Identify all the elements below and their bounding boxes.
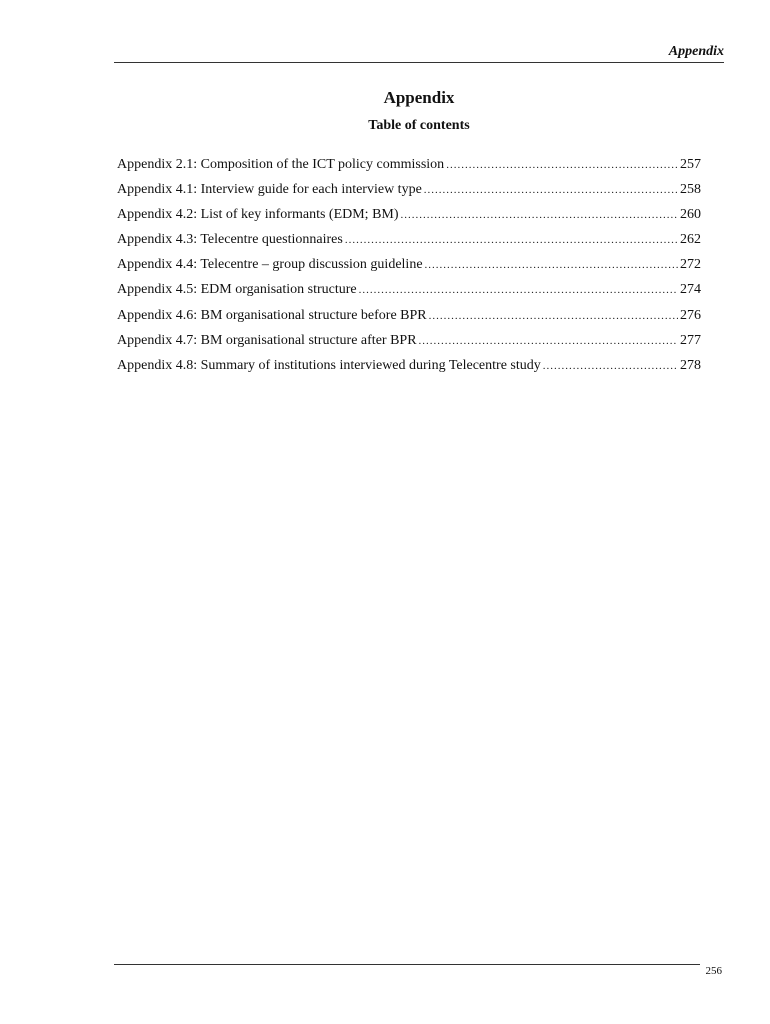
toc-entry-page: 258 <box>680 182 701 198</box>
table-of-contents <box>117 155 701 381</box>
toc-dot-leader <box>446 155 678 175</box>
toc-entry[interactable] <box>117 230 701 255</box>
toc-dot-leader <box>424 180 678 200</box>
toc-dot-leader <box>543 356 678 376</box>
toc-entry-title: Appendix 4.6: BM organisational structure before BPR <box>117 307 427 323</box>
toc-entry[interactable] <box>117 205 701 230</box>
toc-entry-title: Appendix 4.8: Summary of institutions interviewed during Telecentre study <box>117 357 541 373</box>
toc-dot-leader <box>425 255 678 275</box>
toc-entry-page: 276 <box>680 307 701 323</box>
toc-entry[interactable] <box>117 280 701 305</box>
toc-entry-page: 277 <box>680 332 701 348</box>
page-number: 256 <box>705 965 722 977</box>
toc-entry-title: Appendix 4.5: EDM organisation structure <box>117 282 357 298</box>
toc-dot-leader <box>345 230 678 250</box>
running-header: Appendix <box>668 44 724 59</box>
toc-entry-page: 262 <box>680 232 701 248</box>
toc-heading: Table of contents <box>368 118 470 133</box>
toc-entry-page: 260 <box>680 207 701 223</box>
page-title: Appendix <box>383 88 455 107</box>
toc-entry-title: Appendix 2.1: Composition of the ICT policy commission <box>117 157 445 172</box>
toc-entry-title: Appendix 4.7: BM organisational structure after BPR <box>117 332 417 348</box>
toc-dot-leader <box>419 331 678 351</box>
toc-entry-title: Appendix 4.1: Interview guide for each interview type <box>117 182 422 198</box>
toc-entry-title: Appendix 4.2: List of key informants (EDM; BM) <box>117 207 399 223</box>
toc-entry[interactable] <box>117 155 701 180</box>
toc-entry[interactable] <box>117 331 701 356</box>
toc-entry-page: 278 <box>680 357 701 373</box>
toc-entry[interactable] <box>117 255 701 280</box>
toc-dot-leader <box>401 205 678 225</box>
header-rule <box>114 62 724 63</box>
toc-dot-leader <box>429 306 678 326</box>
toc-entry-title: Appendix 4.3: Telecentre questionnaires <box>117 232 343 248</box>
toc-entry[interactable] <box>117 306 701 331</box>
toc-entry[interactable] <box>117 180 701 205</box>
toc-entry[interactable] <box>117 356 701 381</box>
toc-dot-leader <box>359 280 678 300</box>
toc-entry-page: 272 <box>680 257 701 273</box>
toc-entry-page: 274 <box>680 282 701 298</box>
footer-rule <box>114 964 700 965</box>
toc-entry-title: Appendix 4.4: Telecentre – group discussion guideline <box>117 257 423 273</box>
toc-entry-page: 257 <box>680 157 701 172</box>
